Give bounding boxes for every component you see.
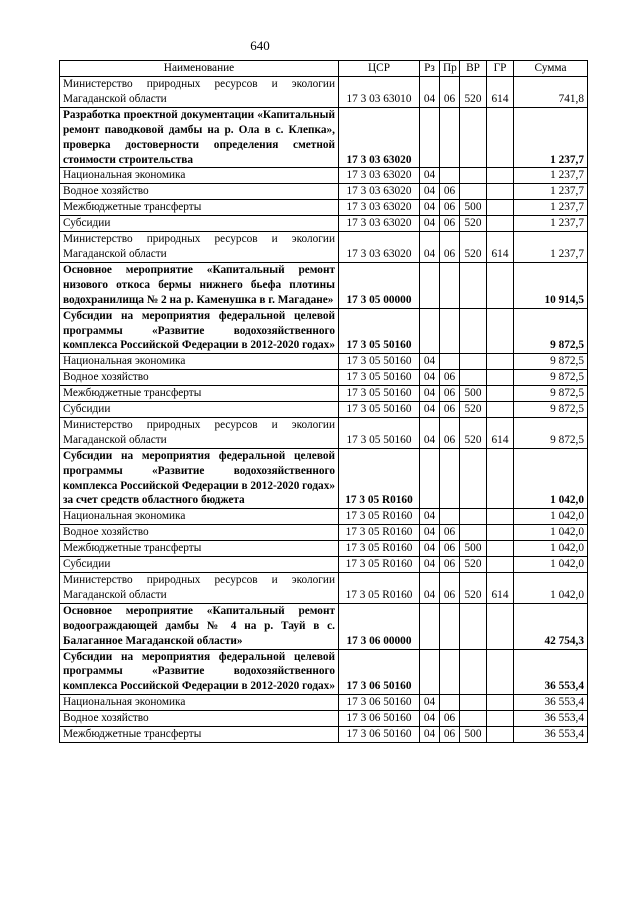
cell-vr bbox=[460, 354, 487, 370]
cell-rz bbox=[420, 603, 440, 649]
cell-rz: 04 bbox=[420, 541, 440, 557]
cell-vr: 520 bbox=[460, 232, 487, 263]
cell-pr bbox=[440, 262, 460, 308]
cell-vr bbox=[460, 370, 487, 386]
cell-rz bbox=[420, 107, 440, 168]
cell-sum: 9 872,5 bbox=[514, 417, 588, 448]
table-row bbox=[60, 727, 588, 743]
table-row bbox=[60, 711, 588, 727]
cell-pr: 06 bbox=[440, 386, 460, 402]
cell-vr bbox=[460, 168, 487, 184]
cell-sum: 1 237,7 bbox=[514, 168, 588, 184]
table-row bbox=[60, 603, 588, 649]
cell-gr bbox=[487, 216, 514, 232]
header-vr: ВР bbox=[460, 61, 487, 77]
cell-pr: 06 bbox=[440, 216, 460, 232]
cell-name: Субсидии bbox=[60, 557, 339, 573]
table-row bbox=[60, 262, 588, 308]
cell-csr: 17 3 06 50160 bbox=[339, 649, 420, 695]
cell-gr bbox=[487, 525, 514, 541]
cell-pr: 06 bbox=[440, 573, 460, 604]
cell-gr bbox=[487, 262, 514, 308]
cell-pr: 06 bbox=[440, 727, 460, 743]
table-row bbox=[60, 386, 588, 402]
table-row bbox=[60, 216, 588, 232]
table-body bbox=[60, 77, 588, 743]
cell-gr bbox=[487, 649, 514, 695]
cell-sum: 1 042,0 bbox=[514, 557, 588, 573]
cell-vr bbox=[460, 509, 487, 525]
cell-vr bbox=[460, 448, 487, 509]
cell-rz: 04 bbox=[420, 184, 440, 200]
cell-name: Национальная экономика bbox=[60, 509, 339, 525]
cell-rz: 04 bbox=[420, 695, 440, 711]
cell-pr: 06 bbox=[440, 541, 460, 557]
cell-pr: 06 bbox=[440, 417, 460, 448]
cell-rz: 04 bbox=[420, 168, 440, 184]
cell-pr: 06 bbox=[440, 200, 460, 216]
cell-csr: 17 3 05 R0160 bbox=[339, 541, 420, 557]
cell-pr: 06 bbox=[440, 77, 460, 108]
table-row bbox=[60, 232, 588, 263]
cell-name: Разработка проектной документации «Капитальный ремонт паводковой дамбы на р. Ола в с. Клепка», проверка достоверности определения сметной стоимости строительства bbox=[60, 107, 339, 168]
cell-name: Межбюджетные трансферты bbox=[60, 200, 339, 216]
cell-sum: 1 042,0 bbox=[514, 541, 588, 557]
cell-gr bbox=[487, 541, 514, 557]
cell-vr bbox=[460, 695, 487, 711]
cell-name: Водное хозяйство bbox=[60, 525, 339, 541]
cell-rz: 04 bbox=[420, 573, 440, 604]
cell-sum: 9 872,5 bbox=[514, 386, 588, 402]
cell-csr: 17 3 05 50160 bbox=[339, 308, 420, 354]
cell-sum: 36 553,4 bbox=[514, 727, 588, 743]
cell-pr bbox=[440, 354, 460, 370]
cell-csr: 17 3 06 00000 bbox=[339, 603, 420, 649]
table-row bbox=[60, 370, 588, 386]
cell-rz: 04 bbox=[420, 386, 440, 402]
cell-name: Министерство природных ресурсов и экологии Магаданской области bbox=[60, 417, 339, 448]
header-name: Наименование bbox=[60, 61, 339, 77]
table-row bbox=[60, 168, 588, 184]
cell-sum: 1 237,7 bbox=[514, 107, 588, 168]
cell-rz: 04 bbox=[420, 402, 440, 418]
cell-pr: 06 bbox=[440, 370, 460, 386]
cell-pr bbox=[440, 649, 460, 695]
cell-pr: 06 bbox=[440, 557, 460, 573]
cell-vr: 500 bbox=[460, 386, 487, 402]
cell-vr: 520 bbox=[460, 77, 487, 108]
cell-vr: 520 bbox=[460, 573, 487, 604]
cell-sum: 36 553,4 bbox=[514, 649, 588, 695]
cell-pr: 06 bbox=[440, 232, 460, 263]
cell-rz bbox=[420, 448, 440, 509]
cell-rz: 04 bbox=[420, 509, 440, 525]
cell-rz: 04 bbox=[420, 216, 440, 232]
cell-csr: 17 3 06 50160 bbox=[339, 711, 420, 727]
cell-gr bbox=[487, 448, 514, 509]
cell-gr: 614 bbox=[487, 573, 514, 604]
cell-rz bbox=[420, 308, 440, 354]
table-row bbox=[60, 107, 588, 168]
cell-gr bbox=[487, 386, 514, 402]
cell-csr: 17 3 03 63020 bbox=[339, 107, 420, 168]
budget-table bbox=[59, 60, 588, 743]
cell-vr: 520 bbox=[460, 417, 487, 448]
cell-name: Субсидии на мероприятия федеральной целевой программы «Развитие водохозяйственного комплекса Российской Федерации в 2012-2020 годах» bbox=[60, 308, 339, 354]
cell-csr: 17 3 06 50160 bbox=[339, 727, 420, 743]
header-gr: ГР bbox=[487, 61, 514, 77]
cell-gr bbox=[487, 727, 514, 743]
cell-gr bbox=[487, 308, 514, 354]
cell-pr: 06 bbox=[440, 184, 460, 200]
cell-csr: 17 3 05 R0160 bbox=[339, 573, 420, 604]
cell-vr bbox=[460, 525, 487, 541]
table-row bbox=[60, 557, 588, 573]
cell-sum: 1 237,7 bbox=[514, 232, 588, 263]
page-number: 640 bbox=[250, 38, 270, 53]
table-row bbox=[60, 184, 588, 200]
cell-csr: 17 3 06 50160 bbox=[339, 695, 420, 711]
table-row bbox=[60, 77, 588, 108]
cell-gr bbox=[487, 168, 514, 184]
table-row bbox=[60, 525, 588, 541]
table-row bbox=[60, 695, 588, 711]
cell-name: Межбюджетные трансферты bbox=[60, 386, 339, 402]
cell-gr bbox=[487, 107, 514, 168]
cell-gr bbox=[487, 402, 514, 418]
cell-csr: 17 3 03 63020 bbox=[339, 168, 420, 184]
cell-csr: 17 3 03 63020 bbox=[339, 216, 420, 232]
cell-sum: 1 042,0 bbox=[514, 509, 588, 525]
cell-sum: 9 872,5 bbox=[514, 402, 588, 418]
cell-csr: 17 3 05 R0160 bbox=[339, 557, 420, 573]
cell-rz: 04 bbox=[420, 77, 440, 108]
cell-csr: 17 3 03 63020 bbox=[339, 184, 420, 200]
cell-name: Водное хозяйство bbox=[60, 184, 339, 200]
cell-vr bbox=[460, 649, 487, 695]
cell-pr bbox=[440, 603, 460, 649]
cell-rz: 04 bbox=[420, 727, 440, 743]
cell-sum: 1 042,0 bbox=[514, 525, 588, 541]
cell-csr: 17 3 05 50160 bbox=[339, 354, 420, 370]
cell-rz bbox=[420, 262, 440, 308]
cell-name: Субсидии bbox=[60, 402, 339, 418]
cell-sum: 10 914,5 bbox=[514, 262, 588, 308]
table-row bbox=[60, 417, 588, 448]
cell-sum: 9 872,5 bbox=[514, 370, 588, 386]
cell-pr bbox=[440, 695, 460, 711]
cell-sum: 9 872,5 bbox=[514, 308, 588, 354]
table-row bbox=[60, 573, 588, 604]
cell-vr: 520 bbox=[460, 402, 487, 418]
cell-name: Субсидии на мероприятия федеральной целевой программы «Развитие водохозяйственного комплекса Российской Федерации в 2012-2020 годах» bbox=[60, 649, 339, 695]
cell-sum: 42 754,3 bbox=[514, 603, 588, 649]
table-row bbox=[60, 200, 588, 216]
cell-gr bbox=[487, 509, 514, 525]
cell-csr: 17 3 05 R0160 bbox=[339, 509, 420, 525]
cell-pr bbox=[440, 168, 460, 184]
cell-pr: 06 bbox=[440, 402, 460, 418]
cell-pr bbox=[440, 308, 460, 354]
cell-name: Министерство природных ресурсов и экологии Магаданской области bbox=[60, 77, 339, 108]
cell-name: Водное хозяйство bbox=[60, 370, 339, 386]
cell-rz: 04 bbox=[420, 370, 440, 386]
table-row bbox=[60, 308, 588, 354]
cell-csr: 17 3 05 50160 bbox=[339, 417, 420, 448]
cell-vr bbox=[460, 184, 487, 200]
cell-gr bbox=[487, 200, 514, 216]
cell-name: Национальная экономика bbox=[60, 354, 339, 370]
table-row bbox=[60, 402, 588, 418]
cell-sum: 9 872,5 bbox=[514, 354, 588, 370]
cell-gr: 614 bbox=[487, 417, 514, 448]
cell-csr: 17 3 05 R0160 bbox=[339, 448, 420, 509]
cell-vr bbox=[460, 711, 487, 727]
cell-name: Основное мероприятие «Капитальный ремонт низового откоса бермы нижнего бьефа плотины водохранилища № 2 на р. Каменушка в г. Магадане» bbox=[60, 262, 339, 308]
cell-pr: 06 bbox=[440, 525, 460, 541]
cell-name: Межбюджетные трансферты bbox=[60, 541, 339, 557]
cell-csr: 17 3 05 00000 bbox=[339, 262, 420, 308]
cell-name: Межбюджетные трансферты bbox=[60, 727, 339, 743]
cell-vr: 500 bbox=[460, 200, 487, 216]
header-csr: ЦСР bbox=[339, 61, 420, 77]
cell-name: Субсидии на мероприятия федеральной целевой программы «Развитие водохозяйственного комплекса Российской Федерации в 2012-2020 годах» за счет средств областного бюджета bbox=[60, 448, 339, 509]
cell-pr bbox=[440, 107, 460, 168]
header-rz: Рз bbox=[420, 61, 440, 77]
cell-gr bbox=[487, 557, 514, 573]
cell-csr: 17 3 05 50160 bbox=[339, 402, 420, 418]
cell-rz: 04 bbox=[420, 525, 440, 541]
table-row bbox=[60, 541, 588, 557]
cell-rz: 04 bbox=[420, 417, 440, 448]
cell-gr bbox=[487, 354, 514, 370]
cell-pr: 06 bbox=[440, 711, 460, 727]
cell-rz: 04 bbox=[420, 557, 440, 573]
table-row bbox=[60, 448, 588, 509]
cell-sum: 1 237,7 bbox=[514, 200, 588, 216]
cell-name: Субсидии bbox=[60, 216, 339, 232]
cell-sum: 1 237,7 bbox=[514, 216, 588, 232]
cell-sum: 1 042,0 bbox=[514, 573, 588, 604]
cell-vr: 520 bbox=[460, 557, 487, 573]
cell-name: Министерство природных ресурсов и экологии Магаданской области bbox=[60, 573, 339, 604]
cell-vr bbox=[460, 262, 487, 308]
cell-csr: 17 3 03 63020 bbox=[339, 200, 420, 216]
cell-name: Основное мероприятие «Капитальный ремонт водоограждающей дамбы № 4 на р. Тауй в с. Балаганное Магаданской области» bbox=[60, 603, 339, 649]
cell-rz: 04 bbox=[420, 200, 440, 216]
cell-gr bbox=[487, 370, 514, 386]
cell-name: Министерство природных ресурсов и экологии Магаданской области bbox=[60, 232, 339, 263]
cell-pr bbox=[440, 448, 460, 509]
cell-vr bbox=[460, 308, 487, 354]
cell-vr: 500 bbox=[460, 727, 487, 743]
cell-csr: 17 3 05 50160 bbox=[339, 370, 420, 386]
header-row bbox=[60, 61, 588, 77]
table-row bbox=[60, 649, 588, 695]
cell-name: Национальная экономика bbox=[60, 168, 339, 184]
cell-gr bbox=[487, 711, 514, 727]
cell-rz: 04 bbox=[420, 711, 440, 727]
cell-vr: 500 bbox=[460, 541, 487, 557]
cell-sum: 741,8 bbox=[514, 77, 588, 108]
table-row bbox=[60, 354, 588, 370]
cell-vr bbox=[460, 603, 487, 649]
cell-rz bbox=[420, 649, 440, 695]
cell-vr bbox=[460, 107, 487, 168]
header-sum: Сумма bbox=[514, 61, 588, 77]
cell-csr: 17 3 05 R0160 bbox=[339, 525, 420, 541]
cell-csr: 17 3 03 63020 bbox=[339, 232, 420, 263]
cell-sum: 36 553,4 bbox=[514, 711, 588, 727]
cell-gr: 614 bbox=[487, 77, 514, 108]
cell-csr: 17 3 03 63010 bbox=[339, 77, 420, 108]
cell-pr bbox=[440, 509, 460, 525]
table-row bbox=[60, 509, 588, 525]
cell-sum: 1 237,7 bbox=[514, 184, 588, 200]
table-header bbox=[60, 61, 588, 77]
cell-name: Национальная экономика bbox=[60, 695, 339, 711]
cell-rz: 04 bbox=[420, 354, 440, 370]
cell-gr bbox=[487, 695, 514, 711]
cell-gr bbox=[487, 184, 514, 200]
cell-vr: 520 bbox=[460, 216, 487, 232]
cell-csr: 17 3 05 50160 bbox=[339, 386, 420, 402]
cell-gr bbox=[487, 603, 514, 649]
cell-sum: 1 042,0 bbox=[514, 448, 588, 509]
cell-gr: 614 bbox=[487, 232, 514, 263]
header-pr: Пр bbox=[440, 61, 460, 77]
cell-rz: 04 bbox=[420, 232, 440, 263]
cell-sum: 36 553,4 bbox=[514, 695, 588, 711]
cell-name: Водное хозяйство bbox=[60, 711, 339, 727]
